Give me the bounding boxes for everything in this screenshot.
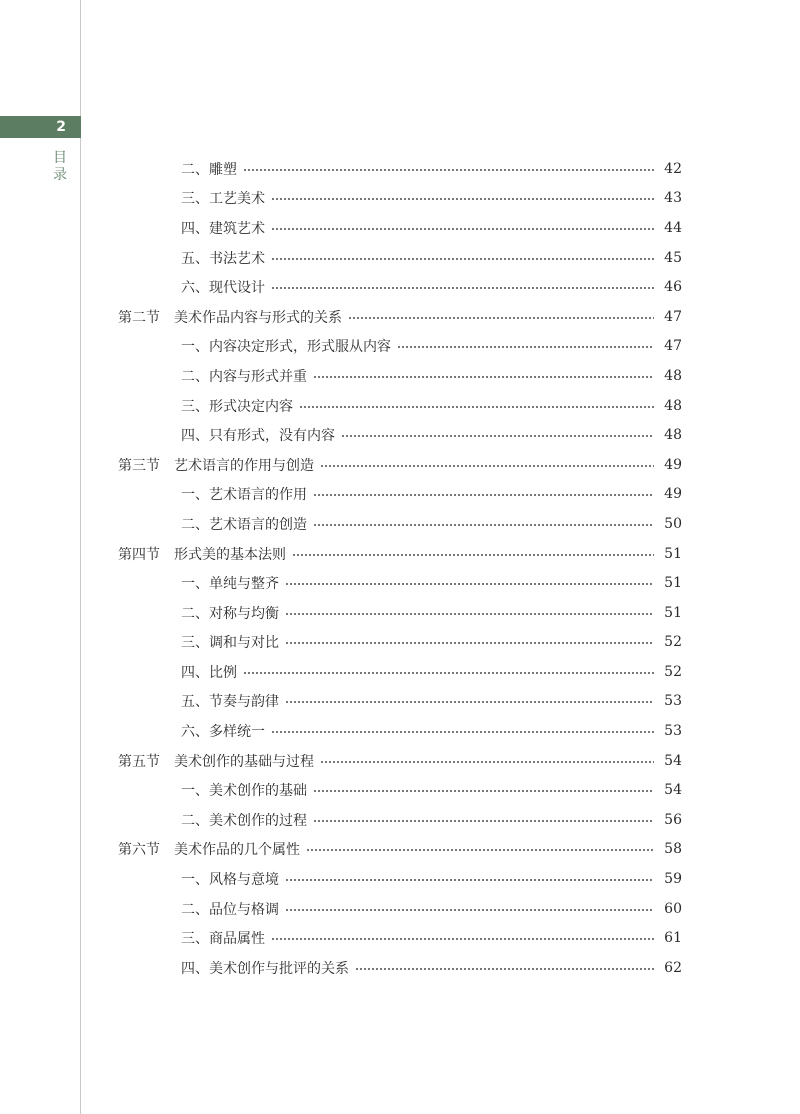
toc-page-number: 49 — [664, 456, 682, 473]
dot-leader — [285, 909, 654, 911]
toc-subsection-entry[interactable] — [0, 420, 800, 450]
toc-subsection-entry[interactable] — [0, 716, 800, 746]
dot-leader — [243, 672, 654, 674]
toc-section-number: 第三节 — [118, 457, 160, 474]
dot-leader — [320, 465, 654, 467]
toc-page-number: 54 — [664, 752, 682, 769]
toc-page-number: 46 — [664, 279, 682, 296]
toc-page-number: 47 — [664, 308, 682, 325]
dot-leader — [355, 968, 654, 970]
toc-subsection-entry[interactable] — [0, 598, 800, 628]
toc-page-number: 51 — [664, 545, 682, 562]
toc-page-number: 43 — [664, 190, 682, 207]
toc-page-number: 47 — [664, 338, 682, 355]
dot-leader — [320, 761, 654, 763]
toc-entry-title: 三、商品属性 — [181, 931, 265, 948]
toc-subsection-entry[interactable] — [0, 687, 800, 717]
toc-entry-title: 五、节奏与韵律 — [181, 694, 279, 711]
toc-page-number: 60 — [664, 900, 682, 917]
toc-page-number: 48 — [664, 397, 682, 414]
toc-subsection-entry[interactable] — [0, 894, 800, 924]
page-number: 2 — [56, 119, 66, 135]
dot-leader — [313, 494, 654, 496]
dot-leader — [306, 849, 654, 851]
toc-section-number: 第五节 — [118, 753, 160, 770]
toc-subsection-entry[interactable] — [0, 184, 800, 214]
dot-leader — [285, 583, 654, 585]
toc-section-heading — [118, 307, 342, 327]
toc-entry-title: 五、书法艺术 — [181, 250, 265, 267]
toc-subsection-entry[interactable] — [0, 805, 800, 835]
toc-section-title: 形式美的基本法则 — [174, 546, 286, 563]
dot-leader — [271, 258, 654, 260]
dot-leader — [285, 879, 654, 881]
dot-leader — [313, 376, 654, 378]
toc-subsection-entry[interactable] — [0, 864, 800, 894]
toc-subsection-entry[interactable] — [0, 923, 800, 953]
toc-subsection-entry[interactable] — [0, 509, 800, 539]
toc-section-heading — [118, 455, 314, 475]
dot-leader — [313, 820, 654, 822]
toc-section-heading — [118, 839, 300, 859]
toc-section-number: 第二节 — [118, 309, 160, 326]
toc-page-number: 51 — [664, 575, 682, 592]
dot-leader — [348, 317, 654, 319]
toc-page-number: 52 — [664, 663, 682, 680]
toc-subsection-entry[interactable] — [0, 568, 800, 598]
toc-entry-title: 一、艺术语言的作用 — [181, 487, 307, 504]
toc-page-number: 61 — [664, 930, 682, 947]
dot-leader — [271, 938, 654, 940]
toc-page-number: 48 — [664, 367, 682, 384]
toc-section-heading — [118, 544, 286, 564]
dot-leader — [313, 524, 654, 526]
toc-section-entry[interactable] — [0, 450, 800, 480]
toc-section-title: 艺术语言的作用与创造 — [174, 457, 314, 474]
toc-section-number: 第六节 — [118, 842, 160, 859]
toc-subsection-entry[interactable] — [0, 154, 800, 184]
toc-subsection-entry[interactable] — [0, 361, 800, 391]
toc-entry-title: 六、多样统一 — [181, 724, 265, 741]
toc-page-number: 44 — [664, 219, 682, 236]
toc-page-number: 48 — [664, 427, 682, 444]
dot-leader — [299, 406, 654, 408]
toc-subsection-entry[interactable] — [0, 628, 800, 658]
toc-section-entry[interactable] — [0, 539, 800, 569]
dot-leader — [271, 287, 654, 289]
toc-entry-title: 三、调和与对比 — [181, 635, 279, 652]
dot-leader — [341, 435, 654, 437]
dot-leader — [243, 169, 654, 171]
toc-entry-title: 六、现代设计 — [181, 280, 265, 297]
toc-entry-title: 二、品位与格调 — [181, 901, 279, 918]
toc-section-entry[interactable] — [0, 835, 800, 865]
toc-page-number: 62 — [664, 959, 682, 976]
toc-page-number: 58 — [664, 841, 682, 858]
toc-entry-title: 四、比例 — [181, 664, 237, 681]
dot-leader — [285, 701, 654, 703]
toc-entry-title: 二、艺术语言的创造 — [181, 516, 307, 533]
toc-subsection-entry[interactable] — [0, 953, 800, 983]
toc-page-number: 53 — [664, 723, 682, 740]
toc-entry-title: 二、内容与形式并重 — [181, 368, 307, 385]
toc-subsection-entry[interactable] — [0, 272, 800, 302]
page-number-tab — [0, 116, 81, 138]
toc-page-number: 54 — [664, 782, 682, 799]
toc-entry-title: 四、美术创作与批评的关系 — [181, 960, 349, 977]
toc-section-entry[interactable] — [0, 746, 800, 776]
dot-leader — [271, 228, 654, 230]
toc-page-number: 53 — [664, 693, 682, 710]
toc-section-heading — [118, 751, 314, 771]
toc-entry-title: 二、雕塑 — [181, 161, 237, 178]
toc-entry-title: 二、对称与均衡 — [181, 605, 279, 622]
toc-entry-title: 四、只有形式，没有内容 — [181, 428, 335, 445]
toc-entry-title: 一、风格与意境 — [181, 872, 279, 889]
section-side-label: 目录 — [53, 150, 67, 183]
dot-leader — [292, 554, 654, 556]
toc-subsection-entry[interactable] — [0, 657, 800, 687]
dot-leader — [271, 198, 654, 200]
dot-leader — [285, 642, 654, 644]
toc-page-number: 51 — [664, 604, 682, 621]
toc-subsection-entry[interactable] — [0, 213, 800, 243]
toc-subsection-entry[interactable] — [0, 480, 800, 510]
toc-section-title: 美术创作的基础与过程 — [174, 753, 314, 770]
toc-entry-title: 一、美术创作的基础 — [181, 783, 307, 800]
toc-page-number: 59 — [664, 871, 682, 888]
dot-leader — [397, 346, 654, 348]
toc-page-number: 52 — [664, 634, 682, 651]
toc-section-number: 第四节 — [118, 546, 160, 563]
toc-subsection-entry[interactable] — [0, 775, 800, 805]
toc-page-number: 42 — [664, 160, 682, 177]
table-of-contents — [0, 154, 800, 983]
dot-leader — [285, 613, 654, 615]
toc-subsection-entry[interactable] — [0, 332, 800, 362]
toc-section-title: 美术作品的几个属性 — [174, 842, 300, 859]
toc-page-number: 56 — [664, 811, 682, 828]
toc-section-title: 美术作品内容与形式的关系 — [174, 309, 342, 326]
toc-subsection-entry[interactable] — [0, 391, 800, 421]
toc-entry-title: 一、内容决定形式，形式服从内容 — [181, 339, 391, 356]
toc-entry-title: 四、建筑艺术 — [181, 220, 265, 237]
toc-page-number: 45 — [664, 249, 682, 266]
toc-entry-title: 二、美术创作的过程 — [181, 812, 307, 829]
toc-subsection-entry[interactable] — [0, 243, 800, 273]
toc-entry-title: 一、单纯与整齐 — [181, 576, 279, 593]
toc-page-number: 50 — [664, 515, 682, 532]
toc-section-entry[interactable] — [0, 302, 800, 332]
dot-leader — [313, 790, 654, 792]
toc-page-number: 49 — [664, 486, 682, 503]
toc-entry-title: 三、工艺美术 — [181, 191, 265, 208]
dot-leader — [271, 731, 654, 733]
toc-entry-title: 三、形式决定内容 — [181, 398, 293, 415]
